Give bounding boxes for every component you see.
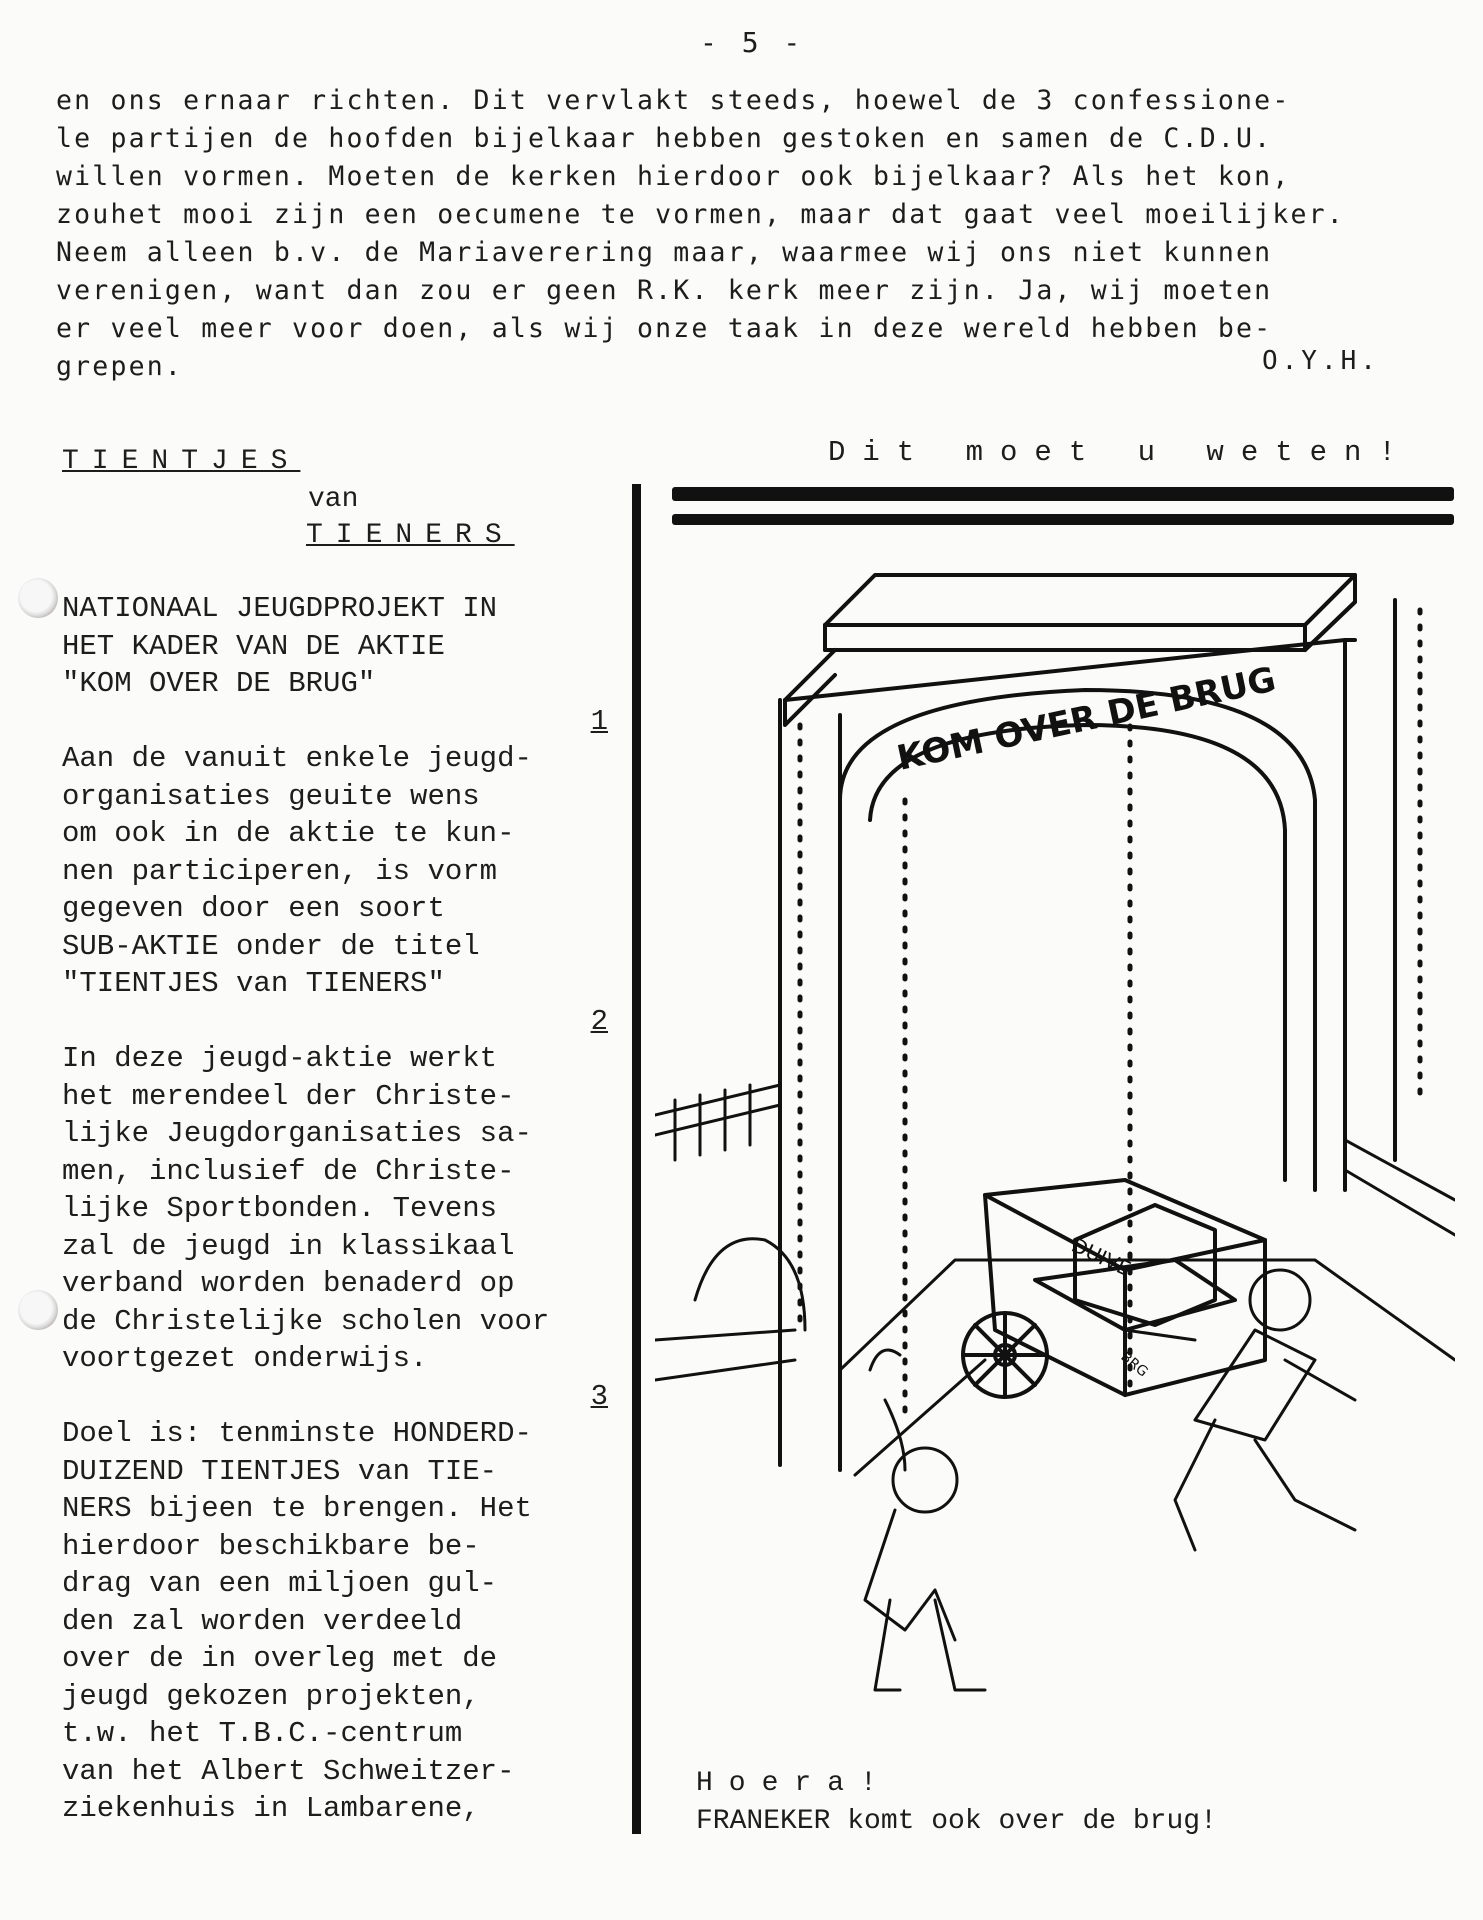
article-line: NERS bijeen te brengen. Het: [62, 1492, 532, 1525]
column-divider: [632, 484, 641, 1834]
intro-line: le partijen de hoofden bijelkaar hebben gestoken en samen de C.D.U.: [56, 123, 1273, 154]
caption-main: FRANEKER komt ook over de brug!: [696, 1806, 1217, 1837]
article-title-line: NATIONAAL JEUGDPROJEKT IN: [62, 592, 498, 625]
punch-hole-icon: [18, 1290, 58, 1330]
article-line: om ook in de aktie te kun-: [62, 817, 515, 850]
article-line: zal de jeugd in klassikaal: [62, 1229, 515, 1263]
article-line: organisaties geuite wens: [62, 779, 480, 813]
hand-cart: [963, 1180, 1265, 1397]
article-line: jeugd gekozen projekten,: [62, 1679, 480, 1713]
caption-hoera: Hoera!: [696, 1768, 893, 1799]
article-line: t.w. het T.B.C.-centrum: [62, 1717, 463, 1750]
section-heading-van: van: [308, 484, 359, 515]
article-line: "TIENTJES van TIENERS": [62, 967, 445, 1000]
cart-label-text: DUIVE: [1067, 1232, 1135, 1281]
man-pushing-cart: [1125, 1270, 1355, 1550]
article-line: hierdoor beschikbare be-: [62, 1529, 480, 1563]
article-line: In deze jeugd-aktie werkt: [62, 1042, 498, 1075]
article-line: nen participeren, is vorm: [62, 854, 498, 888]
article-line: drag van een miljoen gul-: [62, 1567, 498, 1600]
bridge-sign-text: KOM OVER DE BRUG: [893, 659, 1280, 779]
section-heading: TIENTJES: [62, 446, 301, 477]
article-line: de Christelijke scholen voor: [62, 1304, 550, 1338]
article-line: DUIZEND TIENTJES van TIE-: [62, 1454, 498, 1488]
intro-line: er veel meer voor doen, als wij onze taak in deze wereld hebben be-: [56, 313, 1273, 344]
article-line: voortgezet onderwijs.: [62, 1342, 428, 1375]
article-line: lijke Jeugdorganisaties sa-: [62, 1117, 532, 1150]
bridge-railings: [655, 1085, 1455, 1475]
article-line: over de in overleg met de: [62, 1642, 498, 1675]
article-line: gegeven door een soort: [62, 892, 445, 925]
article-column: [62, 590, 622, 1828]
cart-label-small: BRG: [1117, 1348, 1151, 1381]
article-line: SUB-AKTIE onder de titel: [62, 929, 480, 963]
intro-paragraph: [56, 82, 1456, 386]
article-line: het merendeel der Christe-: [62, 1079, 515, 1113]
article-line: Doel is: tenminste HONDERD-: [62, 1417, 532, 1450]
intro-line: grepen.: [56, 351, 184, 382]
author-signature: O.Y.H.: [1262, 346, 1380, 376]
intro-line: Neem alleen b.v. de Mariaverering maar, waarmee wij ons niet kunnen: [56, 237, 1273, 268]
article-title-line: "KOM OVER DE BRUG": [62, 667, 376, 700]
article-title-line: HET KADER VAN DE AKTIE: [62, 629, 445, 663]
section-number: 1: [590, 704, 608, 738]
article-line: verband worden benaderd op: [62, 1267, 515, 1300]
section-number: 3: [590, 1379, 608, 1413]
article-line: lijke Sportbonden. Tevens: [62, 1192, 498, 1225]
intro-line: zouhet mooi zijn een oecumene te vormen, maar dat gaat veel moeilijker.: [56, 199, 1345, 230]
boy-waving: [865, 1350, 985, 1690]
intro-line: verenigen, want dan zou er geen R.K. kerk meer zijn. Ja, wij moeten: [56, 275, 1273, 306]
intro-line: willen vormen. Moeten de kerken hierdoor ook bijelkaar? Als het kon,: [56, 161, 1291, 192]
page-number: - 5 -: [700, 26, 805, 59]
double-rule-bottom: [672, 514, 1454, 525]
article-line: van het Albert Schweitzer-: [62, 1754, 515, 1788]
article-line: den zal worden verdeeld: [62, 1604, 463, 1638]
section-number: 2: [590, 1004, 608, 1038]
right-column-header: Dit moet u weten!: [828, 436, 1413, 469]
intro-line: en ons ernaar richten. Dit vervlakt steeds, hoewel de 3 confessione-: [56, 85, 1291, 116]
punch-hole-icon: [18, 578, 58, 618]
article-line: Aan de vanuit enkele jeugd-: [62, 742, 532, 775]
article-line: men, inclusief de Christe-: [62, 1154, 515, 1188]
double-rule-top: [672, 487, 1454, 501]
section-heading-tieners: TIENERS: [306, 520, 515, 551]
drawbridge-illustration: [655, 540, 1455, 1760]
article-line: ziekenhuis in Lambarene,: [62, 1792, 480, 1825]
